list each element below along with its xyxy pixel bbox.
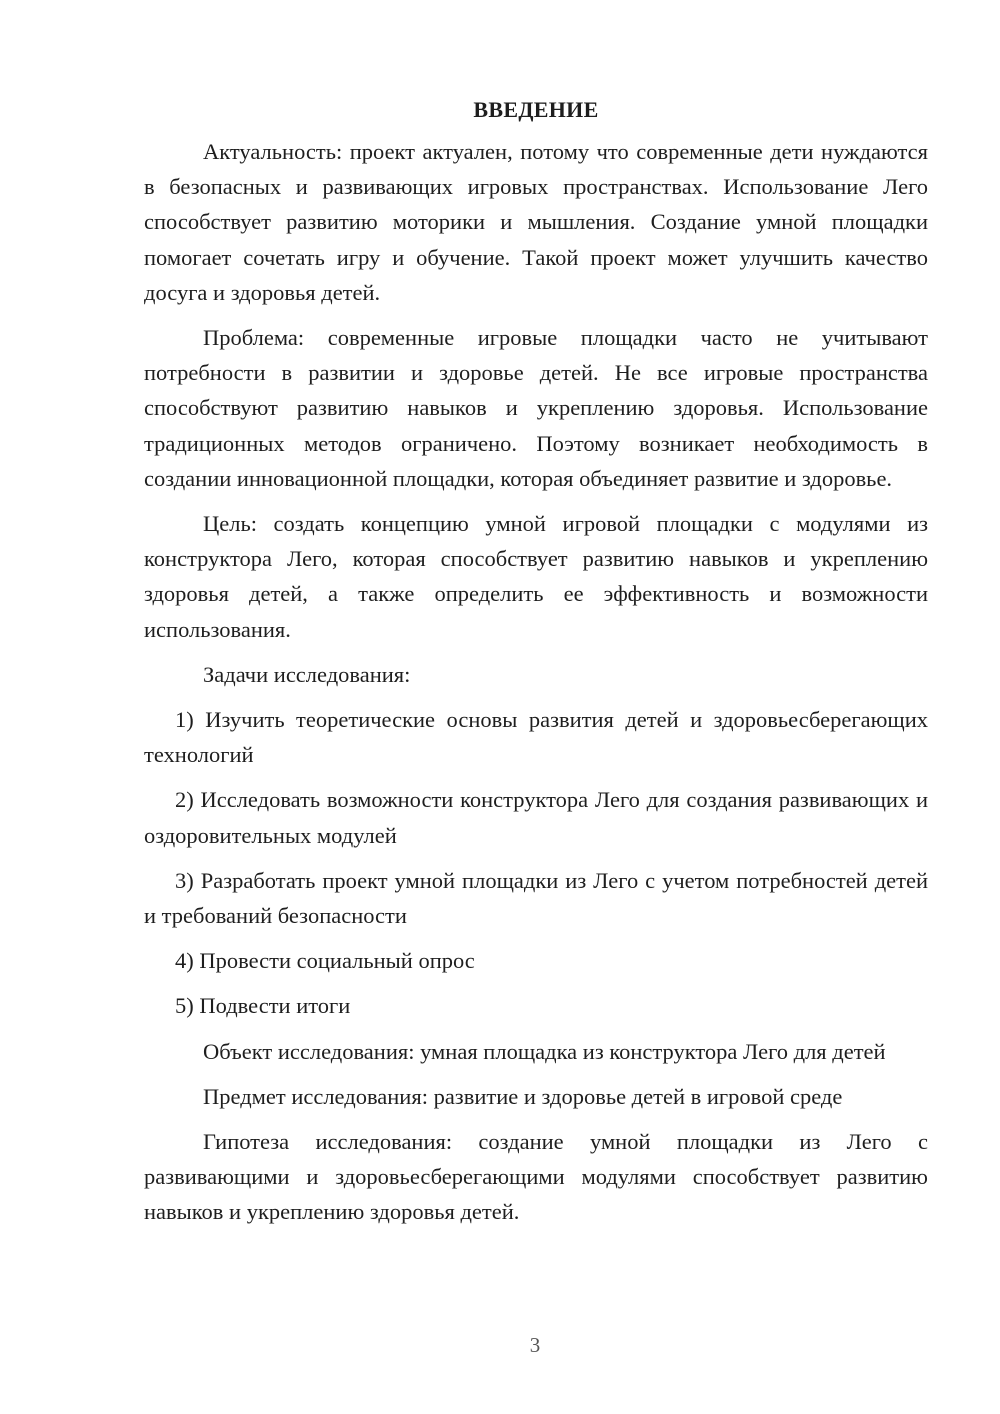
- document-page: [144, 92, 928, 1230]
- list-item: 2) Исследовать возможности конструктора Лего для создания развивающих и оздоровительных модулей: [144, 787, 928, 848]
- paragraph-object: Объект исследования: умная площадка из конструктора Лего для детей: [203, 1038, 886, 1064]
- paragraph-problem: Проблема: современные игровые площадки часто не учитывают потребности в развитии и здоровье детей. Не все игровые пространства способствуют развитию навыков и укреплению здоровья. Использование традиционных методов ограничено. Поэтому возникает необходимость в создании инновационной площадки, которая объединяет развитие и здоровье.: [144, 325, 928, 491]
- paragraph-goal: Цель: создать концепцию умной игровой площадки с модулями из конструктора Лего, которая способствует развитию навыков и укреплению здоровья детей, а также определить ее эффективность и возможности использования.: [144, 511, 928, 642]
- list-item: 4) Провести социальный опрос: [175, 948, 475, 974]
- paragraph-subject: Предмет исследования: развитие и здоровье детей в игровой среде: [203, 1083, 843, 1109]
- page-number: 3: [529, 1333, 541, 1357]
- page-title: ВВЕДЕНИЕ: [473, 97, 599, 122]
- tasks-heading: Задачи исследования:: [203, 661, 411, 687]
- paragraph-hypothesis: Гипотеза исследования: создание умной площадки из Лего с развивающими и здоровьесберегающими модулями способствует развитию навыков и укреплению здоровья детей.: [144, 1129, 928, 1225]
- paragraph-relevance: Актуальность: проект актуален, потому что современные дети нуждаются в безопасных и развивающих игровых пространствах. Использование Лего способствует развитию моторики и мышления. Создание умной площадки помогает сочетать игру и обучение. Такой проект может улучшить качество досуга и здоровья детей.: [144, 139, 928, 305]
- list-item: 1) Изучить теоретические основы развития детей и здоровьесберегающих технологий: [144, 707, 928, 768]
- list-item: 5) Подвести итоги: [175, 993, 351, 1019]
- list-item: 3) Разработать проект умной площадки из Лего с учетом потребностей детей и требований безопасности: [144, 867, 928, 929]
